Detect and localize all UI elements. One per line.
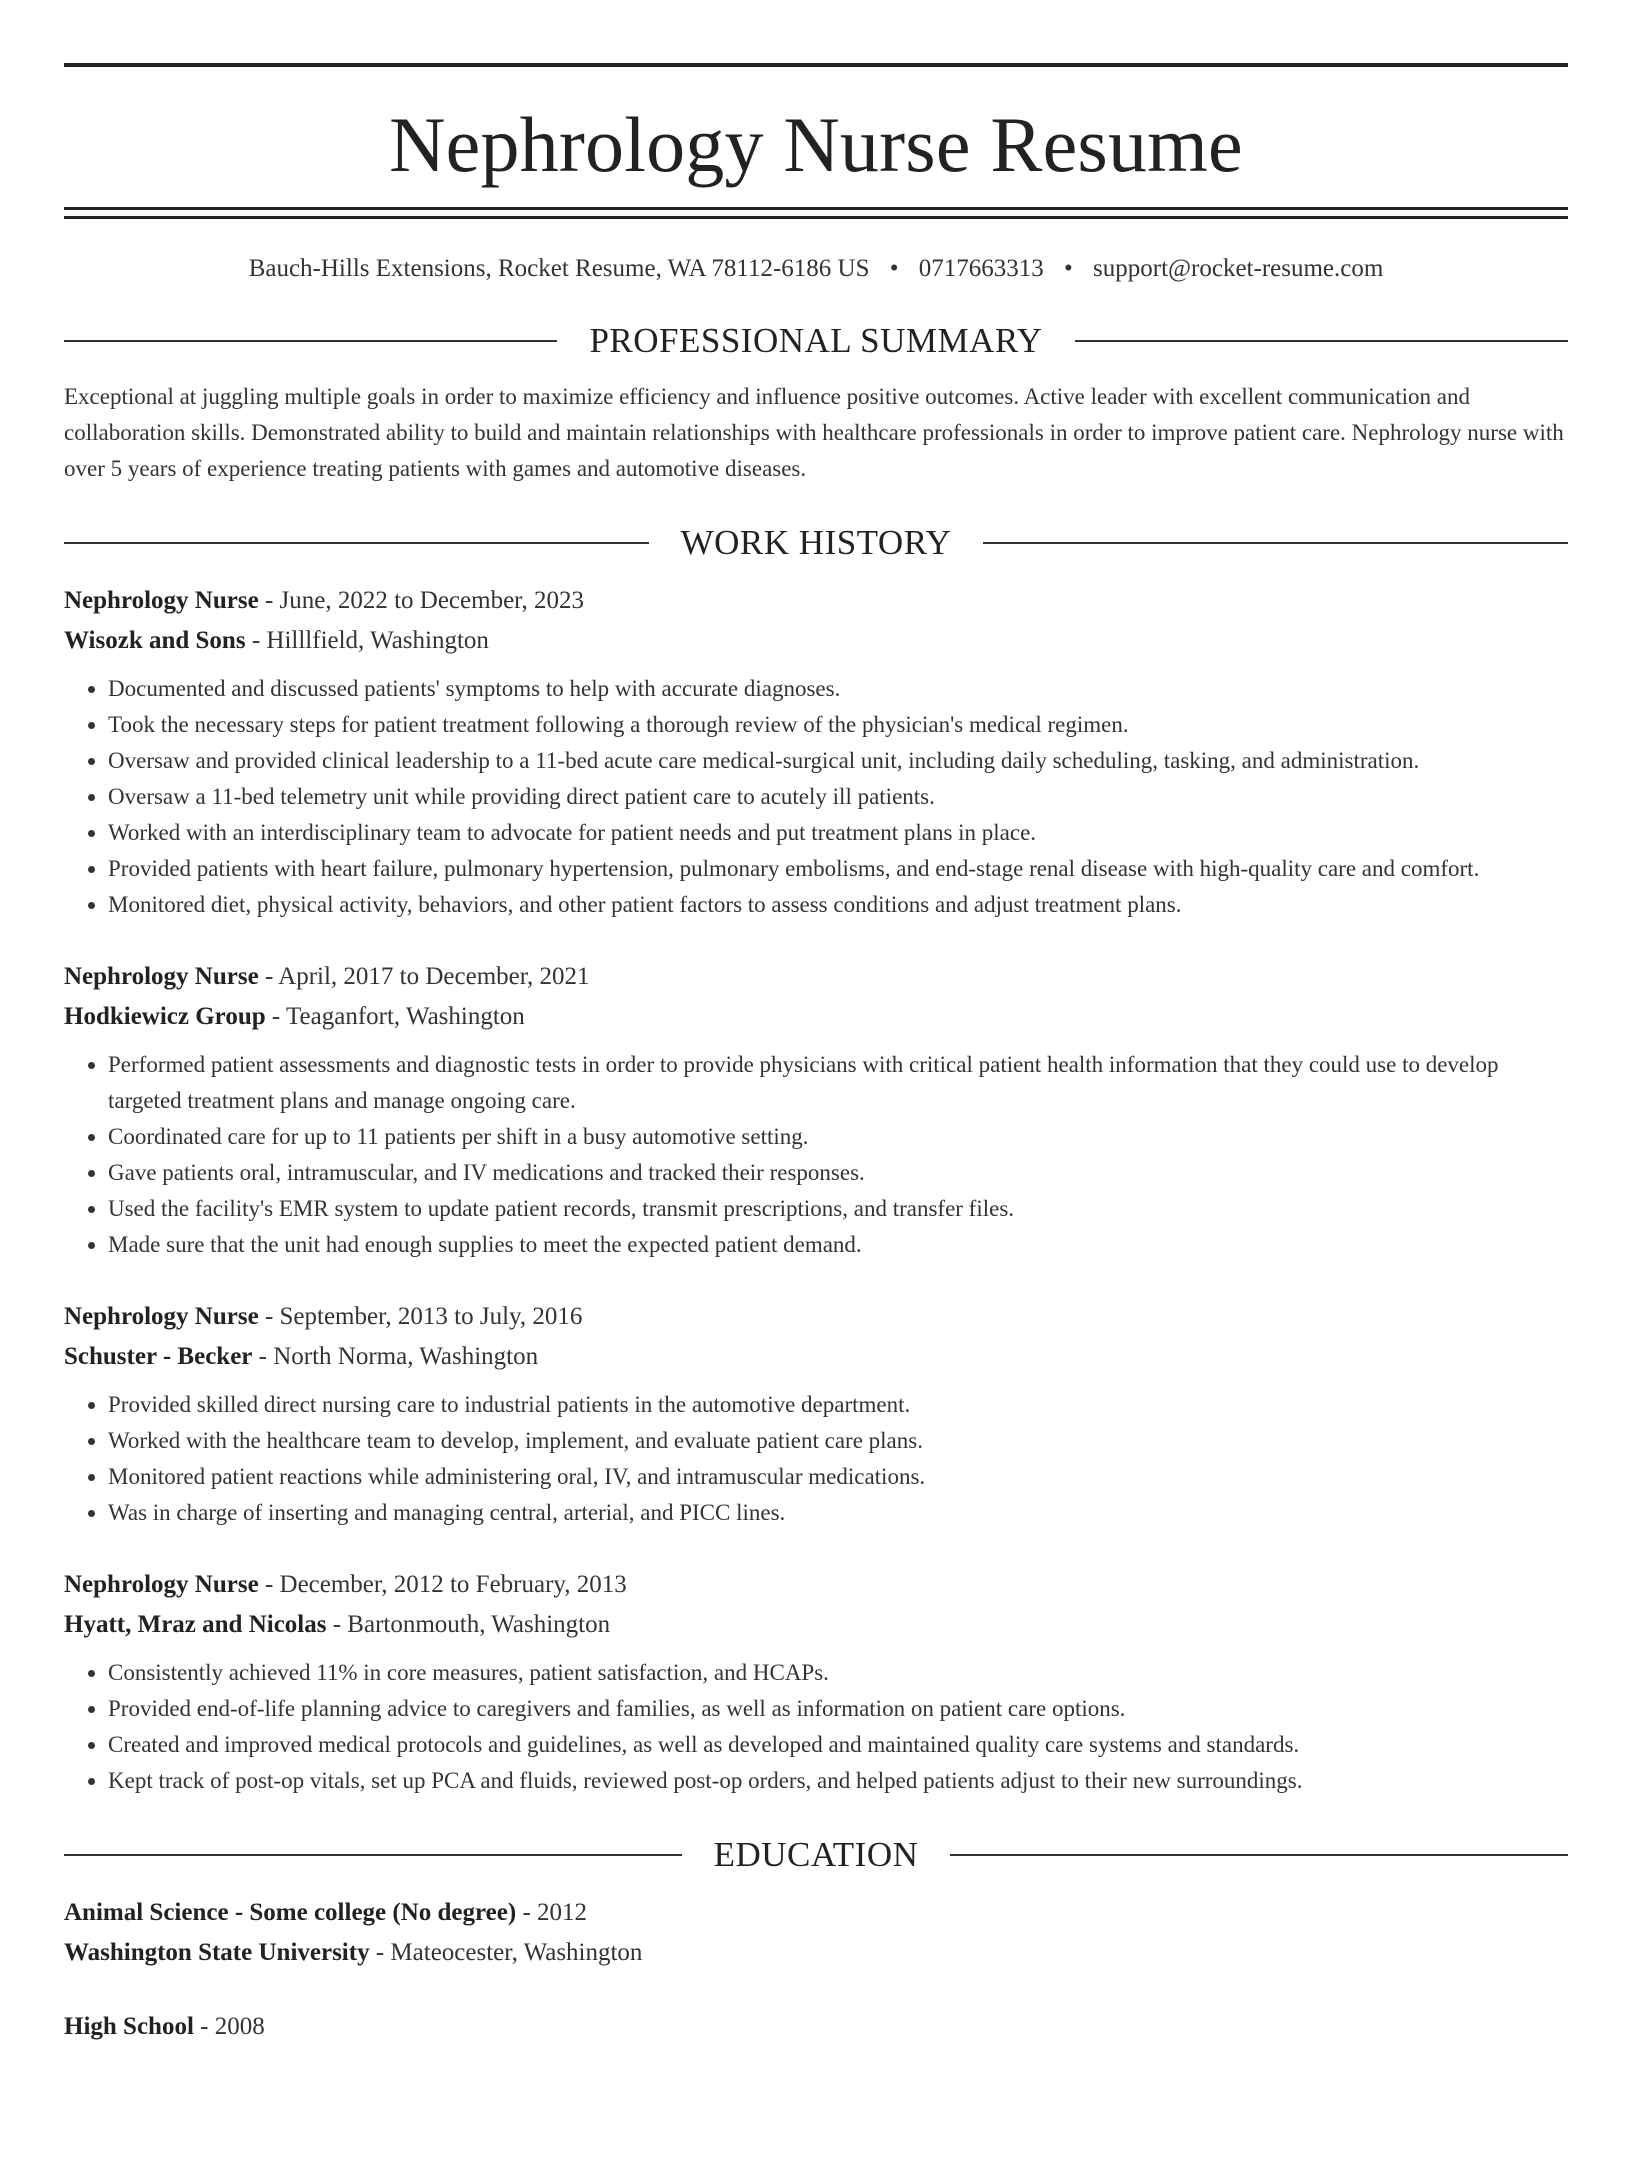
job-company: Schuster - Becker xyxy=(64,1343,253,1370)
job-bullet: • Monitored patient reactions while administering oral, IV, and intramuscular medications. xyxy=(108,1459,1568,1495)
job-bullet: • Made sure that the unit had enough supplies to meet the expected patient demand. xyxy=(108,1227,1568,1263)
education-degree-line xyxy=(64,1893,1568,1933)
contact-address: Bauch-Hills Extensions, Rocket Resume, WA 78112-6186 US xyxy=(248,255,870,282)
job-bullet: • Coordinated care for up to 11 patients per shift in a busy automotive setting. xyxy=(108,1119,1568,1155)
job-entry xyxy=(64,1565,1568,1799)
heading-rule-right xyxy=(950,1854,1568,1856)
job-bullets xyxy=(64,671,1568,923)
job-bullet: • Provided skilled direct nursing care to industrial patients in the automotive department. xyxy=(108,1387,1568,1423)
education-degree-line xyxy=(64,2007,1568,2047)
education-location: - Mateocester, Washington xyxy=(369,1939,643,1966)
heading-rule-right xyxy=(1075,340,1568,342)
job-bullet: • Performed patient assessments and diagnostic tests in order to provide physicians with critical patient health information that they could use to develop targeted treatment plans and manage ongoing care. xyxy=(108,1047,1568,1119)
heading-rule-left xyxy=(64,1854,682,1856)
work-history-heading-label: WORK HISTORY xyxy=(680,523,952,562)
title-double-rule xyxy=(64,207,1568,219)
job-bullet: • Took the necessary steps for patient treatment following a thorough review of the physician's medical regimen. xyxy=(108,707,1568,743)
resume-title: Nephrology Nurse Resume xyxy=(389,101,1243,188)
summary-heading-label: PROFESSIONAL SUMMARY xyxy=(589,321,1043,360)
education-heading-label: EDUCATION xyxy=(713,1835,919,1874)
top-rule xyxy=(64,63,1568,67)
job-title: Nephrology Nurse xyxy=(64,963,259,990)
job-dates: - April, 2017 to December, 2021 xyxy=(258,963,590,990)
job-bullet: • Gave patients oral, intramuscular, and IV medications and tracked their responses. xyxy=(108,1155,1568,1191)
education-degree: High School xyxy=(64,2013,194,2040)
education-heading xyxy=(64,1833,1568,1877)
job-company-line xyxy=(64,621,1568,661)
job-location: - Bartonmouth, Washington xyxy=(326,1611,611,1638)
job-entry xyxy=(64,581,1568,923)
job-bullet: • Consistently achieved 11% in core measures, patient satisfaction, and HCAPs. xyxy=(108,1655,1568,1691)
education-entry xyxy=(64,1893,1568,1973)
job-title: Nephrology Nurse xyxy=(64,1571,259,1598)
contact-separator: • xyxy=(1064,255,1073,282)
job-location: - Teaganfort, Washington xyxy=(265,1003,525,1030)
job-bullet: • Oversaw and provided clinical leadership to a 11-bed acute care medical-surgical unit, including daily scheduling, tasking, and administration. xyxy=(108,743,1568,779)
job-dates: - June, 2022 to December, 2023 xyxy=(258,587,584,614)
summary-text: Exceptional at juggling multiple goals in order to maximize efficiency and influence positive outcomes. Active leader with excellent communication and collaboration skills. Demonstrated ability to build and maintain relationships with healthcare professionals in order to improve patient care. Nephrology nurse with over 5 years of experience treating patients with games and automotive diseases. xyxy=(64,384,1564,481)
job-bullet: • Created and improved medical protocols and guidelines, as well as developed and maintained quality care systems and standards. xyxy=(108,1727,1568,1763)
job-bullets xyxy=(64,1047,1568,1263)
summary-heading xyxy=(64,319,1568,363)
work-history-list xyxy=(64,581,1568,1799)
job-location: - North Norma, Washington xyxy=(252,1343,539,1370)
education-school-line xyxy=(64,1933,1568,1973)
job-bullet: • Worked with an interdisciplinary team to advocate for patient needs and put treatment plans in place. xyxy=(108,815,1568,851)
heading-rule-left xyxy=(64,340,557,342)
job-company-line xyxy=(64,997,1568,1037)
job-company-line xyxy=(64,1605,1568,1645)
contact-line xyxy=(64,253,1568,285)
contact-email: support@rocket-resume.com xyxy=(1093,255,1384,282)
job-company: Hodkiewicz Group xyxy=(64,1003,266,1030)
job-company-line xyxy=(64,1337,1568,1377)
work-history-heading xyxy=(64,521,1568,565)
resume-page xyxy=(0,63,1632,2175)
contact-separator: • xyxy=(889,255,899,282)
job-bullet: • Oversaw a 11-bed telemetry unit while providing direct patient care to acutely ill patients. xyxy=(108,779,1568,815)
job-bullet: • Documented and discussed patients' symptoms to help with accurate diagnoses. xyxy=(108,671,1568,707)
job-bullet: • Kept track of post-op vitals, set up PCA and fluids, reviewed post-op orders, and helped patients adjust to their new surroundings. xyxy=(108,1763,1568,1799)
job-bullet: • Monitored diet, physical activity, behaviors, and other patient factors to assess conditions and adjust treatment plans. xyxy=(108,887,1568,923)
job-title-line xyxy=(64,1565,1568,1605)
job-title-line xyxy=(64,581,1568,621)
job-bullet: • Provided end-of-life planning advice to caregivers and families, as well as information on patient care options. xyxy=(108,1691,1568,1727)
job-location: - Hilllfield, Washington xyxy=(245,627,489,654)
job-bullet: • Used the facility's EMR system to update patient records, transmit prescriptions, and transfer files. xyxy=(108,1191,1568,1227)
job-bullet: • Was in charge of inserting and managing central, arterial, and PICC lines. xyxy=(108,1495,1568,1531)
job-bullets xyxy=(64,1655,1568,1799)
education-school: Washington State University xyxy=(64,1939,370,1966)
contact-phone: 0717663313 xyxy=(918,255,1044,282)
education-list xyxy=(64,1893,1568,2047)
education-entry xyxy=(64,2007,1568,2047)
job-title-line xyxy=(64,1297,1568,1337)
education-year: - 2008 xyxy=(193,2013,265,2040)
job-entry xyxy=(64,957,1568,1263)
job-bullet: • Provided patients with heart failure, pulmonary hypertension, pulmonary embolisms, and end-stage renal disease with high-quality care and comfort. xyxy=(108,851,1568,887)
job-entry xyxy=(64,1297,1568,1531)
heading-rule-left xyxy=(64,542,649,544)
heading-rule-right xyxy=(983,542,1568,544)
education-degree: Animal Science - Some college (No degree) xyxy=(64,1899,517,1926)
job-title: Nephrology Nurse xyxy=(64,1303,259,1330)
job-bullet: • Worked with the healthcare team to develop, implement, and evaluate patient care plans. xyxy=(108,1423,1568,1459)
job-bullets xyxy=(64,1387,1568,1531)
job-dates: - December, 2012 to February, 2013 xyxy=(258,1571,627,1598)
job-company: Wisozk and Sons xyxy=(64,627,246,654)
job-title: Nephrology Nurse xyxy=(64,587,259,614)
job-dates: - September, 2013 to July, 2016 xyxy=(258,1303,583,1330)
education-year: - 2012 xyxy=(516,1899,588,1926)
job-title-line xyxy=(64,957,1568,997)
job-company: Hyatt, Mraz and Nicolas xyxy=(64,1611,327,1638)
